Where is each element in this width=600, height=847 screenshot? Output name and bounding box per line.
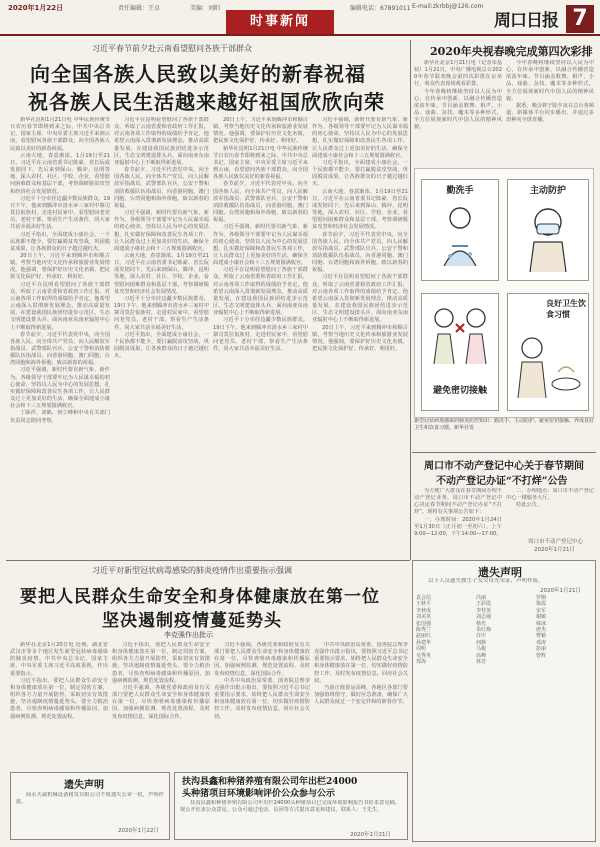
section-rule (6, 560, 410, 561)
side-headline: 2020年央视春晚完成第四次彩排 (430, 45, 593, 58)
notice-body-col-2: 二、办理地点：周口市不动产登记中心一楼服务大厅。 特此公告。 (506, 488, 594, 509)
statement-entry: 谢敏 (536, 614, 547, 621)
statement-entry: 曾辉 (536, 652, 547, 659)
lost-notice-headline: 遗失声明 (64, 780, 104, 791)
pig-farm-body: 扶沟县鑫和种猪养殖有限公司年出栏24000头种猪项目已完成环境影响报告书征求意见稿，现公开征求公众意见。公众可通过电话、信函等方式提出意见和建议。联系人：王先生。 (180, 800, 400, 814)
editor-credit: 责任编辑：王卓 (118, 5, 161, 12)
designer-credit: 美编：刘阳 (190, 5, 221, 12)
statement-entry: 孙建华 (416, 639, 432, 646)
statement-entry: 曹颖 (536, 633, 547, 640)
statement-entry: 高峰 (476, 652, 487, 659)
statement-entry: 陈秀兰 (416, 627, 432, 634)
editor-phone: 编辑电话：67891011 (350, 5, 411, 12)
statement-entry: 何静 (476, 639, 487, 646)
illustration-caption: 新型冠状病毒感染的肺炎防控知识：勤洗手、主动防护、避免密切接触、养成良好卫生和饮食习惯。新华社发 (414, 418, 594, 431)
statement-entry: 王彩霞 (476, 601, 492, 608)
statement-entry: 杨光 (476, 620, 487, 627)
statement-entry: 赵丽红 (416, 633, 432, 640)
second-body-col-4: 中共中央政治局常委、国务院总理李克强作出批示指出，要按照习近平总书记重要指示要求，始终把人民群众生命安全和身体健康放在第一位，切实做好疫情防控工作，及时发布疫情信息，回应社会关切。 当前正值春运高峰，各地区各部门要加强值班值守，做好应急准备，确保广大人民群众度过一个安定祥和的新春佳节。 (314, 642, 408, 706)
issue-date: 2020年1月22日 (8, 4, 64, 12)
statement-intro: 以下人员遗失独生子女父母光荣证，声明作废。 (428, 578, 544, 584)
statement-entry: 袁会信 (416, 595, 432, 601)
lead-headline-1: 向全国各族人民致以美好的新春祝福 (30, 62, 366, 86)
statement-date: 2020年1月21日 (540, 588, 581, 594)
side-body-col-2: 今年春晚将继续坚持以人民为中心，在传承中创新，以融合传播营造浓浓年味。节目涵盖歌舞、相声、小品、戏曲、杂技、魔术等多种形式，全方位展现新时代中国人民的精神风貌。 据悉，晚会将于除夕夜在总台各频道、新媒体平台同步播出，并通过多语种向全球直播。 (506, 60, 594, 124)
statement-entry: 许庆 (476, 633, 487, 640)
statement-entry: 李桂英 (476, 607, 492, 614)
statement-name-list (416, 587, 592, 837)
second-kicker: 习近平对新型冠状病毒感染的肺炎疫情作出重要指示强调 (92, 566, 292, 575)
lead-body-col-3: 20日上午，习近平来到腾冲市和顺古镇，考察当地历史文化传承和旅游业发展情况。他强调，要保护好历史文化名镇，把民族文化保护好、传承好、利用好。 新华社昆明1月21日电 中华民族传统节日农历春节即将到来之际，中共中央总书记、国家主席、中央军委主席习近平来到云南，看望慰问各族干部群众，向全国各族人民致以美好的新春祝福。 春节前夕，习近平代表党中央，向全国各族人民，向全体共产党员，向人民解放军指战员、武警部队官兵、公安干警和消防救援队伍指战员，向香港同胞、澳门同胞、台湾同胞和海外侨胞，致以新春的祝福。 习近平强调，新时代要有新气象、新作为。各级领导干部要牢记为人民谋幸福的初心使命，坚持以人民为中心的发展思想，扎实做好保障和改善民生各项工作，让人民群众过上更加美好的生活，确保全面建成小康社会和十三五规划圆满收官。 习近平在昆明看望慰问了各族干部群众，听取了云南省委和省政府工作汇报，对云南各项工作取得的成绩给予肯定。他希望云南深入贯彻新发展理念，推动高质量发展，在建设我国民族团结进步示范区、生态文明建设排头兵、面向南亚东南亚辐射中心上不断取得新进展。 习近平十分牵挂边疆少数民族群众。19日下午，他来到腾冲市清水乡三家村中寨司莫拉佤族村，走进村民家中，看望慰问老党员、老村干部，察看生产生活条件，同大家共话幸福美好生活。 (213, 117, 308, 352)
panel-wash-hands: 勤洗手 (421, 179, 499, 281)
page-header (0, 0, 600, 36)
statement-entry: 王秋平 (416, 601, 432, 608)
statement-headline: 遗失声明 (478, 566, 522, 579)
second-headline-1: 要把人民群众生命安全和身体健康放在第一位 (20, 587, 380, 607)
statement-entry: 邓涛 (536, 639, 547, 646)
second-headline-2: 坚决遏制疫情蔓延势头 (102, 611, 282, 631)
hygiene-icon (508, 328, 588, 408)
lead-headline-2: 祝各族人民生活越来越好祖国欣欣向荣 (28, 90, 385, 114)
second-body-col-3: 习近平强调，各级党委和政府及有关部门要把人民群众生命安全和身体健康放在第一位，尽快查明病毒感染和传播原因，加强病例监测，规范处置流程，及时发布疫情信息，深化国际合作。 中共中央政治局常委、国务院总理李克强作出批示指出，要按照习近平总书记重要指示要求，始终把人民群众生命安全和身体健康放在第一位，切实做好疫情防控工作，及时发布疫情信息，回应社会关切。 (214, 642, 310, 720)
panel-avoid-contact: 避免密切接触 (421, 293, 499, 411)
newspaper-logo: 周口日报 (494, 11, 558, 31)
pig-farm-headline-2: 头种猪项目环境影响评价公众参与公示 (182, 789, 336, 799)
face-mask-icon (508, 196, 588, 278)
statement-entry: 林芳 (476, 659, 487, 666)
statement-entry: 朱红梅 (476, 627, 492, 634)
statement-column (536, 595, 592, 659)
statement-entry: 梁霞 (536, 601, 547, 608)
page-number: 7 (566, 5, 594, 33)
wash-hands-icon (422, 196, 498, 278)
statement-entry: 刘美英 (416, 614, 432, 621)
statement-entry: 吴秀英 (416, 652, 432, 659)
statement-column (416, 595, 474, 665)
statement-entry: 周明 (416, 646, 427, 653)
statement-entry: 彭丽 (536, 646, 547, 653)
panel-active-protection: 主动防护 (507, 179, 589, 281)
pig-farm-date: 2020年1月21日 (350, 832, 391, 838)
lost-notice-body: 商水天诚机械设备租赁有限公司不慎遗失公章一枚，声明作废。 (16, 792, 164, 806)
statement-entry: 韩冰 (536, 620, 547, 627)
second-body-col-2: 习近平指出，要把人民群众生命安全和身体健康放在第一位，制定周密方案，组织各方力量开展防控，采取切实有效措施，坚决遏制疫情蔓延势头。要全力救治患者，尽快查明病毒感染和传播原因，加强病例监测，规范处置流程。 习近平强调，各级党委和政府及有关部门要把人民群众生命安全和身体健康放在第一位，尽快查明病毒感染和传播原因，加强病例监测，规范处置流程，及时发布疫情信息，深化国际合作。 (112, 642, 210, 720)
lead-body-col-4: 习近平强调，新时代要有新气象、新作为。各级领导干部要牢记为人民谋幸福的初心使命，坚持以人民为中心的发展思想，扎实做好保障和改善民生各项工作，让人民群众过上更加美好的生活，确保全面建成小康社会和十三五规划圆满收官。 习近平指出，全面建成小康社会，一个民族都不能少。要打赢脱贫攻坚战，巩固脱贫成果，让各族群众的日子越过越红火。 云南大地，春意渐浓。1月19日至21日，习近平在云南省委书记陈豪、省长阮成发陪同下，先后来到保山、腾冲、昆明等地，深入农村、社区、学校、企业，看望慰问困难群众和基层干部，考察调研脱贫攻坚和经济社会发展情况。 春节前夕，习近平代表党中央，向全国各族人民，向全体共产党员，向人民解放军指战员、武警部队官兵、公安干警和消防救援队伍指战员，向香港同胞、澳门同胞、台湾同胞和海外侨胞，致以新春的祝福。 习近平在昆明看望慰问了各族干部群众，听取了云南省委和省政府工作汇报，对云南各项工作取得的成绩给予肯定。他希望云南深入贯彻新发展理念，推动高质量发展，在建设我国民族团结进步示范区、生态文明建设排头兵、面向南亚东南亚辐射中心上不断取得新进展。 20日上午，习近平来到腾冲市和顺古镇，考察当地历史文化传承和旅游业发展情况。他强调，要保护好历史文化名镇，把民族文化保护好、传承好、利用好。 (312, 117, 408, 352)
statement-entry: 张国强 (416, 620, 432, 627)
statement-column (476, 595, 534, 665)
notice-headline-1: 周口市不动产登记中心关于春节期间 (424, 461, 584, 472)
statement-entry: 唐杰 (536, 627, 547, 634)
statement-entry: 李秋成 (416, 607, 432, 614)
notice-sign-date: 2020年1月21日 (534, 547, 575, 553)
statement-entry: 郑海 (416, 659, 427, 666)
second-byline: 李克强作出批示 (164, 631, 213, 639)
lost-notice-date: 2020年1月22日 (118, 828, 159, 834)
panel-good-hygiene: 良好卫生饮食习惯 (507, 293, 589, 411)
editor-email: E-mail:zkrbbj@126.com (412, 3, 484, 10)
section-title: 时事新闻 (226, 10, 334, 34)
epidemic-prevention-illustration (414, 168, 594, 418)
notice-top-rule (412, 452, 596, 453)
lead-body-col-2: 习近平在昆明看望慰问了各族干部群众，听取了云南省委和省政府工作汇报，对云南各项工作取得的成绩给予肯定。他希望云南深入贯彻新发展理念，推动高质量发展，在建设我国民族团结进步示范区、生态文明建设排头兵、面向南亚东南亚辐射中心上不断取得新进展。 春节前夕，习近平代表党中央，向全国各族人民，向全体共产党员，向人民解放军指战员、武警部队官兵、公安干警和消防救援队伍指战员，向香港同胞、澳门同胞、台湾同胞和海外侨胞，致以新春的祝福。 习近平强调，新时代要有新气象、新作为。各级领导干部要牢记为人民谋幸福的初心使命，坚持以人民为中心的发展思想，扎实做好保障和改善民生各项工作，让人民群众过上更加美好的生活，确保全面建成小康社会和十三五规划圆满收官。 云南大地，春意渐浓。1月19日至21日，习近平在云南省委书记陈豪、省长阮成发陪同下，先后来到保山、腾冲、昆明等地，深入农村、社区、学校、企业，看望慰问困难群众和基层干部，考察调研脱贫攻坚和经济社会发展情况。 习近平十分牵挂边疆少数民族群众。19日下午，他来到腾冲市清水乡三家村中寨司莫拉佤族村，走进村民家中，看望慰问老党员、老村干部，察看生产生活条件，同大家共话幸福美好生活。 习近平指出，全面建成小康社会，一个民族都不能少。要打赢脱贫攻坚战，巩固脱贫成果，让各族群众的日子越过越红火。 (114, 117, 209, 360)
statement-entry: 马俊 (476, 646, 487, 653)
lead-kicker: 习近平春节前夕赴云南看望慰问各族干部群众 (92, 44, 252, 53)
avoid-contact-icon (422, 294, 498, 380)
statement-entry: 刘志强 (476, 614, 492, 621)
statement-entry: 罗刚 (536, 595, 547, 601)
second-body-col-1: 新华社北京1月20日电 近期，湖北省武汉市等多个地区发生新型冠状病毒感染的肺炎疫情。中共中央总书记、国家主席、中央军委主席习近平高度重视，作出重要指示。 习近平指出，要把人民群众生命安全和身体健康放在第一位，制定周密方案，组织各方力量开展防控，采取切实有效措施，坚决遏制疫情蔓延势头。要全力救治患者，尽快查明病毒感染和传播原因，加强病例监测，规范处置流程。 (10, 642, 108, 720)
statement-entry: 冯丽 (476, 595, 487, 601)
column-divider (410, 40, 411, 560)
statement-entry: 宋军 (536, 607, 547, 614)
lead-body-col-1: 新华社昆明1月21日电 中华民族传统节日农历春节即将到来之际，中共中央总书记、国家主席、中央军委主席习近平来到云南，看望慰问各族干部群众，向全国各族人民致以美好的新春祝福。 云南大地，春意渐浓。1月19日至21日，习近平在云南省委书记陈豪、省长阮成发陪同下，先后来到保山、腾冲、昆明等地，深入农村、社区、学校、企业，看望慰问困难群众和基层干部，考察调研脱贫攻坚和经济社会发展情况。 习近平十分牵挂边疆少数民族群众。19日下午，他来到腾冲市清水乡三家村中寨司莫拉佤族村，走进村民家中，看望慰问老党员、老村干部，察看生产生活条件，同大家共话幸福美好生活。 习近平指出，全面建成小康社会，一个民族都不能少。要打赢脱贫攻坚战，巩固脱贫成果，让各族群众的日子越过越红火。 20日上午，习近平来到腾冲市和顺古镇，考察当地历史文化传承和旅游业发展情况。他强调，要保护好历史文化名镇，把民族文化保护好、传承好、利用好。 习近平在昆明看望慰问了各族干部群众，听取了云南省委和省政府工作汇报，对云南各项工作取得的成绩给予肯定。他希望云南深入贯彻新发展理念，推动高质量发展，在建设我国民族团结进步示范区、生态文明建设排头兵、面向南亚东南亚辐射中心上不断取得新进展。 春节前夕，习近平代表党中央，向全国各族人民，向全体共产党员，向人民解放军指战员、武警部队官兵、公安干警和消防救援队伍指战员，向香港同胞、澳门同胞、台湾同胞和海外侨胞，致以新春的祝福。 习近平强调，新时代要有新气象、新作为。各级领导干部要牢记为人民谋幸福的初心使命，坚持以人民为中心的发展思想，扎实做好保障和改善民生各项工作，让人民群众过上更加美好的生活，确保全面建成小康社会和十三五规划圆满收官。 丁薛祥、刘鹤、何立峰和中央有关部门负责同志陪同考察。 (10, 117, 110, 424)
notice-body-col-1: 为方便广大群众在春节期间办理不动产登记业务，周口市不动产登记中心决定春节期间不动产登记办证“不打烊”。现将有关事项公告如下： 一、办理时间：2020年1月24日至1月30日（正月初一至初六），上午9:00—12:00，下午14:00—17:00。 (414, 488, 502, 537)
notice-headline-2: 不动产登记办证“不打烊”公告 (436, 476, 568, 487)
pig-farm-headline-1: 扶沟县鑫和种猪养殖有限公司年出栏24000 (182, 777, 358, 787)
side-body-col-1: 新华社北京1月21日电（记者朱基钗）1月21日，中央广播电视总台2020年春节联欢晚会第四次彩排在京举行，观众代表现场观看彩排。 今年春晚将继续坚持以人民为中心，在传承中创新，以融合传播营造浓浓年味。节目涵盖歌舞、相声、小品、戏曲、杂技、魔术等多种形式，全方位展现新时代中国人民的精神风貌。 (414, 60, 502, 131)
notice-signature: 周口市不动产登记中心 (528, 539, 584, 545)
